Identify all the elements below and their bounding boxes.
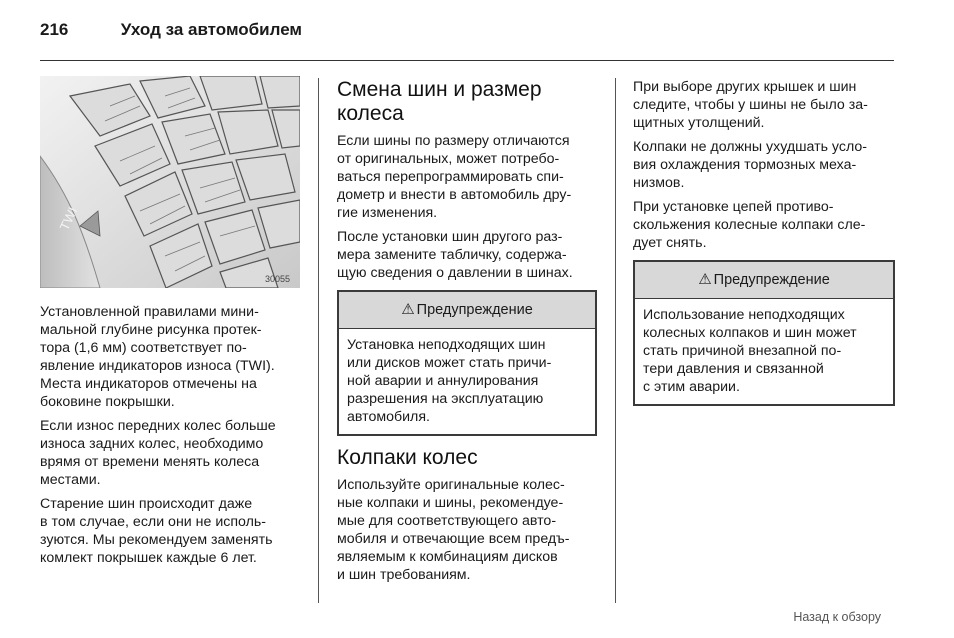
col2-paragraph: Если шины по размеру отличаются от оригинальных, может потребо- ваться перепрограммировать спи- дометр и внести в автомобиль дру- гие изменения. [337, 133, 572, 221]
back-to-overview-link[interactable]: Назад к обзору [793, 610, 881, 624]
twi-label: TWI [56, 204, 81, 233]
warning-title: Предупреждение [713, 272, 830, 288]
col2-paragraph: Используйте оригинальные колес- ные колпаки и шины, рекомендуе- мые для соответствующего авто- мобиля и отвечающие всем предъ- являемым к комбинациям дисков и шин требованиям. [337, 477, 570, 583]
col1-paragraph: Если износ передних колес больше износа задних колес, необходимо врямя от времени менять колеса местами. [40, 418, 276, 488]
section-heading-tire-size: Смена шин и размер колеса [337, 78, 542, 125]
warning-triangle-icon: ⚠ [698, 271, 712, 288]
header-divider [40, 60, 894, 61]
page-title: Уход за автомобилем [120, 20, 303, 39]
warning-box [337, 290, 597, 436]
col3-paragraph: При установке цепей противо- скольжения колесные колпаки сле- дует снять. [633, 199, 866, 251]
warning-header [635, 262, 893, 299]
column-divider [318, 78, 319, 603]
column-2 [337, 78, 597, 590]
col3-paragraph: Колпаки не должны ухудшать усло- вия охлаждения тормозных меха- низмов. [633, 139, 867, 191]
warning-triangle-icon: ⚠ [401, 301, 415, 318]
column-divider [615, 78, 616, 603]
warning-text: Использование неподходящих колесных колпаков и шин может стать причиной внезапной по- тери давления и связанной с этим аварии. [643, 307, 857, 395]
page-number: 216 [40, 20, 69, 39]
col2-paragraph: После установки шин другого раз- мера замените табличку, содержа- щую сведения о давлении в шинах. [337, 229, 573, 281]
section-heading-hubcaps: Колпаки колес [337, 446, 478, 469]
warning-header [339, 292, 595, 329]
warning-box [633, 260, 895, 406]
tire-tread-illustration [40, 76, 300, 288]
warning-text: Установка неподходящих шин или дисков может стать причи- ной аварии и аннулирования разрешения на эксплуатацию автомобиля. [347, 337, 552, 425]
tire-tread-image [40, 76, 300, 288]
col1-paragraph: Старение шин происходит даже в том случае, если они не исполь- зуются. Мы рекомендуем заменять комлект покрышек каждые 6 лет. [40, 496, 273, 566]
warning-title: Предупреждение [416, 302, 533, 318]
col3-paragraph: При выборе других крышек и шин следите, чтобы у шины не было за- щитных утолщений. [633, 79, 868, 131]
column-3 [633, 78, 895, 416]
page-header [40, 20, 302, 40]
column-1 [40, 303, 310, 573]
col1-paragraph: Установленной правилами мини- мальной глубине рисунка протек- тора (1,6 мм) соответствует по- явление индикаторов износа (TWI). Места индикаторов отмечены на боковине покрышки. [40, 304, 275, 410]
figure-id: 30055 [265, 274, 291, 284]
